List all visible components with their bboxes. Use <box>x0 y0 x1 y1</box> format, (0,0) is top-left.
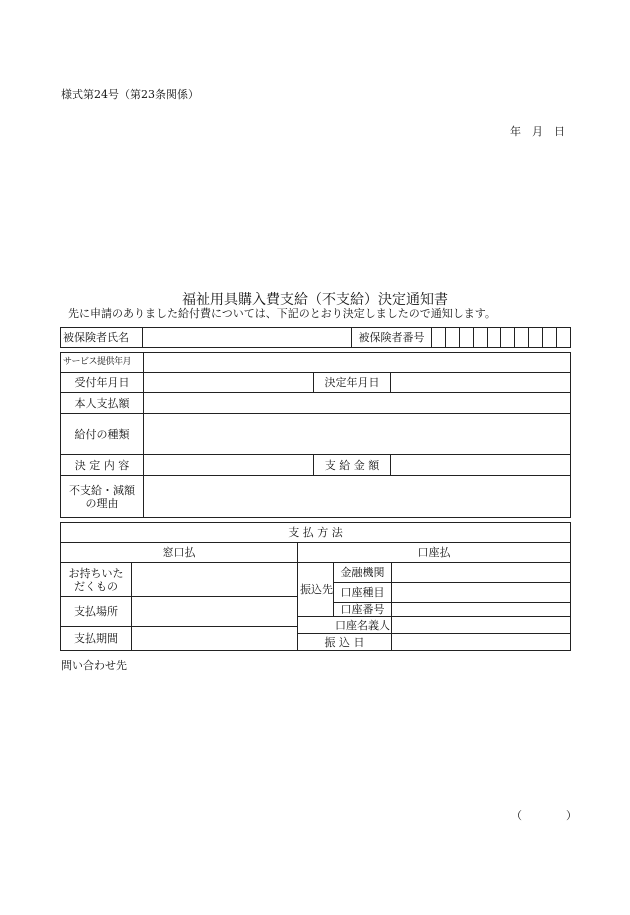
payment-type-row <box>61 543 571 563</box>
account-type-label: 口座種目 <box>334 583 392 603</box>
payment-amount-label: 支 給 金 額 <box>314 455 391 476</box>
account-type-field[interactable] <box>392 583 571 603</box>
service-month-label: サービス提供年月 <box>61 353 144 373</box>
bring-items-label-line2: だくもの <box>74 579 118 593</box>
bring-items-label-line1: お持ちいた <box>68 566 124 580</box>
payment-place-field[interactable] <box>132 597 298 627</box>
transfer-destination-label: 振込先 <box>298 563 334 617</box>
service-month-field[interactable] <box>144 353 571 373</box>
insured-number-digit[interactable] <box>515 328 529 348</box>
benefit-type-label: 給付の種類 <box>61 414 144 455</box>
account-holder-field[interactable] <box>392 617 571 634</box>
insured-number-digit[interactable] <box>459 328 473 348</box>
insured-number-digit[interactable] <box>501 328 515 348</box>
bank-field[interactable] <box>392 563 571 583</box>
bring-items-label <box>61 563 132 597</box>
benefit-type-field[interactable] <box>144 414 571 455</box>
reason-label-line1: 不支給・減額 <box>69 483 135 497</box>
inquiry-label: 問い合わせ先 <box>61 659 127 672</box>
payment-amount-field[interactable] <box>391 455 571 476</box>
decision-date-label: 決定年月日 <box>314 373 391 393</box>
insured-number-digit[interactable] <box>473 328 487 348</box>
payment-period-field[interactable] <box>132 627 298 651</box>
self-paid-field[interactable] <box>144 393 571 414</box>
date-line: 年 月 日 <box>510 125 565 138</box>
insured-name-field[interactable] <box>143 328 352 348</box>
payment-table <box>60 522 571 651</box>
account-holder-label: 口座名義人 <box>298 617 392 634</box>
reason-field[interactable] <box>144 476 571 518</box>
payment-place-label: 支払場所 <box>61 597 132 627</box>
insured-number-digit[interactable] <box>543 328 557 348</box>
service-month-row <box>61 353 571 373</box>
reason-label <box>61 476 144 518</box>
details-table <box>60 352 571 518</box>
decision-content-field[interactable] <box>144 455 314 476</box>
insured-row <box>61 328 571 348</box>
payment-row-1 <box>61 563 571 583</box>
account-number-field[interactable] <box>392 603 571 617</box>
payment-method-row <box>61 523 571 543</box>
decision-content-label: 決 定 内 容 <box>61 455 144 476</box>
document-title: 福祉用具購入費支給（不支給）決定通知書 <box>182 292 448 308</box>
form-number: 様式第24号（第23条関係） <box>61 88 199 101</box>
account-number-label: 口座番号 <box>334 603 392 617</box>
self-paid-label: 本人支払額 <box>61 393 144 414</box>
intro-text: 先に申請のありました給付費については、下記のとおり決定しましたので通知します。 <box>68 307 496 320</box>
transfer-date-field[interactable] <box>392 634 571 651</box>
bank-label: 金融機関 <box>334 563 392 583</box>
contact-parentheses: （ ） <box>511 809 577 822</box>
insured-number-digit[interactable] <box>487 328 501 348</box>
counter-payment-heading: 窓口払 <box>61 543 298 563</box>
payment-period-label: 支払期間 <box>61 627 132 651</box>
bring-items-field[interactable] <box>132 563 298 597</box>
payment-method-heading: 支 払 方 法 <box>61 523 571 543</box>
transfer-date-label: 振 込 日 <box>298 634 392 651</box>
transfer-payment-heading: 口座払 <box>298 543 571 563</box>
insured-name-label: 被保険者氏名 <box>61 328 143 348</box>
decision-content-row <box>61 455 571 476</box>
insured-number-digit[interactable] <box>445 328 459 348</box>
received-date-label: 受付年月日 <box>61 373 144 393</box>
received-date-field[interactable] <box>144 373 314 393</box>
reason-row <box>61 476 571 518</box>
insured-table <box>60 327 571 348</box>
dates-row <box>61 373 571 393</box>
insured-number-digit[interactable] <box>557 328 571 348</box>
decision-date-field[interactable] <box>391 373 571 393</box>
insured-number-digit[interactable] <box>432 328 446 348</box>
insured-number-digit[interactable] <box>529 328 543 348</box>
insured-number-label: 被保険者番号 <box>352 328 432 348</box>
self-paid-row <box>61 393 571 414</box>
benefit-type-row <box>61 414 571 455</box>
reason-label-line2: の理由 <box>85 496 119 510</box>
